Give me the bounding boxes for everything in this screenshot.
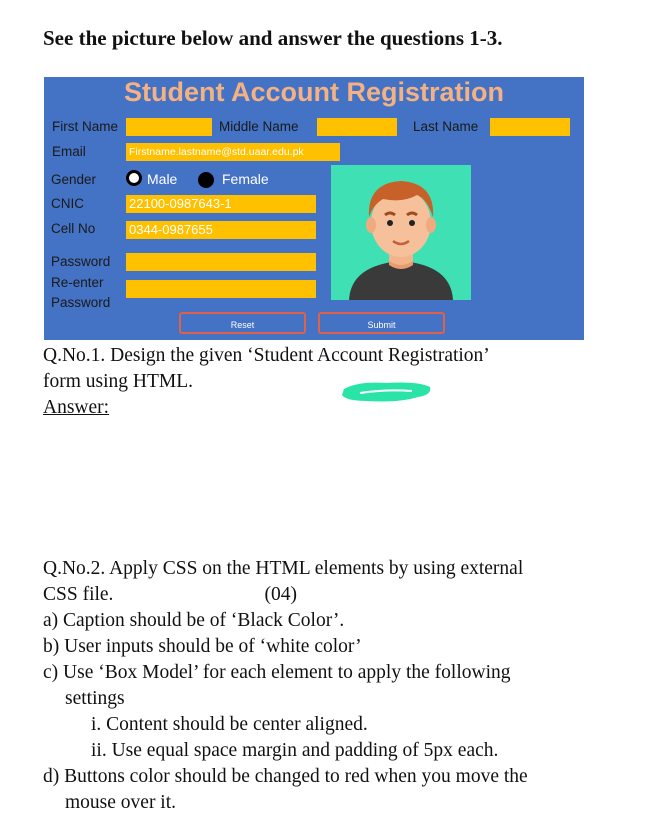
email-value: Firstname.lastname@std.uaar.edu.pk <box>129 146 304 158</box>
q2-line-1: Q.No.2. Apply CSS on the HTML elements by using external <box>43 558 524 579</box>
submit-button[interactable]: Submit <box>318 312 445 334</box>
q2-item-d-line-2: mouse over it. <box>65 792 177 813</box>
password-label: Password <box>51 254 111 269</box>
q2-item-c-ii: ii. Use equal space margin and padding of 5px each. <box>91 740 499 761</box>
female-radio[interactable] <box>198 172 214 188</box>
reset-button[interactable]: Reset <box>179 312 306 334</box>
q2-item-d-line-1: d) Buttons color should be changed to red when you move the <box>43 766 528 787</box>
q1-line-1: Q.No.1. Design the given ‘Student Account Registration’ <box>43 345 490 366</box>
answer-label: Answer: <box>43 397 110 418</box>
q2-line-2: CSS file. (04) <box>43 584 298 605</box>
cell-no-value: 0344-0987655 <box>129 222 213 237</box>
first-name-label: First Name <box>52 119 119 134</box>
middle-name-field[interactable] <box>317 118 397 136</box>
gender-label: Gender <box>51 172 97 187</box>
re-enter-password-label: Password <box>51 295 111 310</box>
cell-no-field[interactable] <box>126 221 316 239</box>
female-label: Female <box>222 171 269 187</box>
cnic-field[interactable] <box>126 195 316 213</box>
registration-form-figure <box>44 77 584 340</box>
form-title: Student Account Registration <box>123 77 504 107</box>
male-radio[interactable] <box>126 170 142 186</box>
last-name-label: Last Name <box>413 119 479 134</box>
q1-line-2: form using HTML. <box>43 371 194 392</box>
cnic-label: CNIC <box>51 196 84 211</box>
middle-name-label: Middle Name <box>219 119 299 134</box>
re-enter-password-field[interactable] <box>126 280 316 298</box>
page-heading: See the picture below and answer the questions 1-3. <box>43 26 503 50</box>
avatar-photo <box>331 165 471 300</box>
q2-item-a: a) Caption should be of ‘Black Color’. <box>43 610 345 631</box>
re-enter-label: Re-enter <box>51 275 104 290</box>
q2-item-c-line-1: c) Use ‘Box Model’ for each element to apply the following <box>43 662 511 683</box>
email-label: Email <box>52 144 86 159</box>
q2-item-b: b) User inputs should be of ‘white color’ <box>43 636 362 657</box>
password-field[interactable] <box>126 253 316 271</box>
avatar <box>331 165 471 300</box>
male-label: Male <box>147 171 178 187</box>
highlight-scribble <box>338 377 434 405</box>
cnic-value: 22100-0987643-1 <box>129 196 232 211</box>
email-field[interactable] <box>126 143 340 161</box>
last-name-field[interactable] <box>490 118 570 136</box>
first-name-field[interactable] <box>126 118 212 136</box>
q2-item-c-line-2: settings <box>65 688 125 709</box>
cell-no-label: Cell No <box>51 221 96 236</box>
q2-item-c-i: i. Content should be center aligned. <box>91 714 368 735</box>
question-2 <box>43 556 528 816</box>
